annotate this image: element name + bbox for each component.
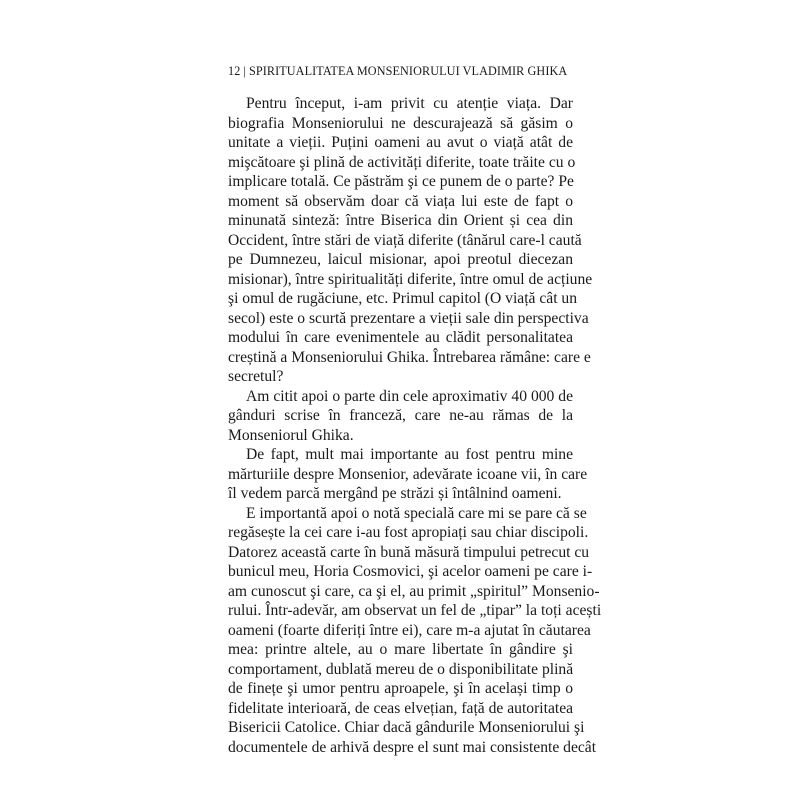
text-line: Pentru început, i-am privit cu atenție viața. Dar [246, 95, 573, 112]
text-line: gânduri scrise în franceză, care ne-au rămas de la [228, 407, 573, 424]
text-line: bunicul meu, Horia Cosmovici, şi acelor oameni pe care i- [228, 563, 593, 580]
text-line: mişcătoare şi plină de activități diferite, toate trăite cu o [228, 153, 576, 171]
header-separator: | [243, 64, 246, 78]
text-line: unitate a vieții. Puțini oameni au avut o viață atât de [228, 134, 573, 151]
text-line: de finețe şi umor pentru aproapele, şi în același timp o [228, 680, 573, 697]
book-page [228, 62, 602, 757]
text-line: mea: printre altele, au o mare libertate în gândire şi [228, 641, 573, 658]
text-line: Am citit apoi o parte din cele aproximativ 40 000 de [246, 387, 573, 405]
body-text [228, 94, 602, 757]
running-header [228, 62, 573, 80]
text-line: Bisericii Catolice. Chiar dacă gândurile Monseniorului şi [228, 719, 585, 736]
text-line: De fapt, mult mai importante au fost pentru mine [246, 446, 573, 463]
text-line: am cunoscut şi care, ca şi el, au primit „spiritul” Monsenio- [228, 582, 600, 600]
text-line: Occident, între stări de viață diferite (tânărul care-l caută [228, 231, 582, 249]
paragraph [228, 504, 602, 758]
text-line: moment să observăm doar că viața lui este de fapt o [228, 192, 573, 210]
paragraph [228, 445, 588, 504]
text-line: îl vedem parcă mergând pe străzi și întâlnind oameni. [228, 485, 562, 502]
text-line: E importantă apoi o notă specială care mi se pare că se [246, 504, 587, 522]
page-number: 12 [228, 64, 241, 78]
text-line: Datorez această carte în bună măsură timpului petrecut cu [228, 543, 590, 561]
text-line: Monseniorul Ghika. [228, 426, 354, 444]
text-line: minunată sinteză: între Biserica din Orient și cea din [228, 212, 573, 229]
text-line: comportament, dublată mereu de o disponibilitate plină [228, 660, 574, 678]
paragraph [228, 387, 573, 446]
text-line: oameni (foarte diferiți între ei), care m-a ajutat în căutarea [228, 621, 591, 639]
text-line: rului. Într-adevăr, am observat un fel de „tipar” la toți acești [228, 602, 602, 619]
text-line: şi omul de rugăciune, etc. Primul capitol (O viață cât un [228, 290, 578, 307]
running-title: SPIRITUALITATEA MONSENIORULUI VLADIMIR GHIKA [248, 64, 568, 78]
text-line: misionar), între spiritualități diferite, între omul de acțiune [228, 270, 593, 288]
text-line: creștină a Monseniorului Ghika. Întrebarea rămâne: care e [228, 348, 591, 366]
text-line: secol) este o scurtă prezentare a vieții sale din perspectiva [228, 309, 589, 327]
text-line: implicare totală. Ce păstrăm şi ce punem de o parte? Pe [228, 173, 574, 190]
paragraph [228, 94, 593, 387]
text-line: documentele de arhivă despre el sunt mai consistente decât [228, 738, 597, 756]
text-line: biografia Monseniorului ne descurajează să găsim o [228, 114, 573, 132]
text-line: regăsește la cei care i-au fost apropiați sau chiar discipoli. [228, 524, 589, 541]
text-line: modului în care evenimentele au clădit personalitatea [228, 329, 573, 346]
text-line: mărturiile despre Monsenior, adevărate icoane vii, în care [228, 465, 588, 483]
text-line: pe Dumnezeu, laicul misionar, apoi preotul diecezan [228, 251, 573, 268]
text-line: secretul? [228, 368, 284, 385]
text-line: fidelitate interioară, de ceas elvețian, față de autoritatea [228, 699, 574, 717]
